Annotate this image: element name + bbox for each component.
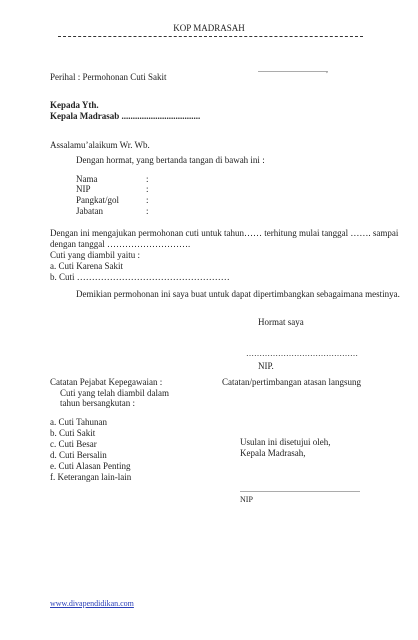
intro-text: Dengan hormat, yang bertanda tangan di bawah ini : [76, 155, 265, 165]
field-jabatan-colon: : [146, 206, 149, 216]
left-notes-line-1: Cuti yang telah diambil dalam [60, 388, 169, 398]
body-line-3: Cuti yang diambil yaitu : [50, 250, 140, 260]
approver-nip: NIP [240, 495, 253, 504]
body-line-2: dengan tanggal ………………………. [50, 239, 191, 249]
field-pangkat-colon: : [146, 195, 149, 205]
closing-text: Demikian permohonan ini saya buat untuk dapat dipertimbangkan sebagaimana mestinya. [76, 289, 400, 299]
recipient-line-1: Kepada Yth. [50, 100, 99, 110]
perihal-line: Perihal : Permohonan Cuti Sakit [50, 72, 167, 82]
kop-madrasah-title: KOP MADRASAH [173, 23, 245, 33]
option-b: b. Cuti …………………………………………… [50, 272, 230, 282]
field-pangkat-label: Pangkat/gol [76, 195, 119, 205]
left-notes-title: Catatan Pejabat Kepegawaian : [50, 377, 163, 387]
left-notes-line-2: tahun bersangkutan : [60, 398, 135, 408]
approver-dots: ............................................................ [240, 485, 360, 494]
signature-nip: NIP. [258, 361, 274, 371]
leave-type-item: a. Cuti Tahunan [50, 417, 107, 427]
footer-website-link[interactable]: www.divapendidikan.com [50, 599, 134, 608]
usulan-text: Usulan ini disetujui oleh, [240, 437, 331, 447]
hormat-saya: Hormat saya [258, 317, 304, 327]
leave-type-item: b. Cuti Sakit [50, 428, 96, 438]
header-divider [58, 36, 363, 37]
field-nip-colon: : [146, 184, 149, 194]
leave-type-item: e. Cuti Alasan Penting [50, 461, 131, 471]
field-jabatan-label: Jabatan [76, 206, 103, 216]
leave-type-item: d. Cuti Bersalin [50, 450, 107, 460]
date-line: .................................., [258, 65, 328, 74]
recipient-line-2: Kepala Madrasab ................................... [50, 111, 201, 121]
field-nip-label: NIP [76, 184, 91, 194]
kepala-madrasah-text: Kepala Madrasah, [240, 448, 306, 458]
option-a: a. Cuti Karena Sakit [50, 261, 123, 271]
field-nama-label: Nama [76, 174, 98, 184]
signature-dots: …………………………………… [246, 349, 358, 358]
greeting: Assalamu’alaikum Wr. Wb. [50, 140, 150, 150]
field-nama-colon: : [146, 174, 149, 184]
leave-type-item: c. Cuti Besar [50, 439, 97, 449]
right-notes-title: Catatan/pertimbangan atasan langsung [222, 377, 361, 387]
body-line-1: Dengan ini mengajukan permohonan cuti untuk tahun…… terhitung mulai tanggal ……. sampai [50, 228, 399, 238]
leave-type-item: f. Keterangan lain-lain [50, 472, 132, 482]
